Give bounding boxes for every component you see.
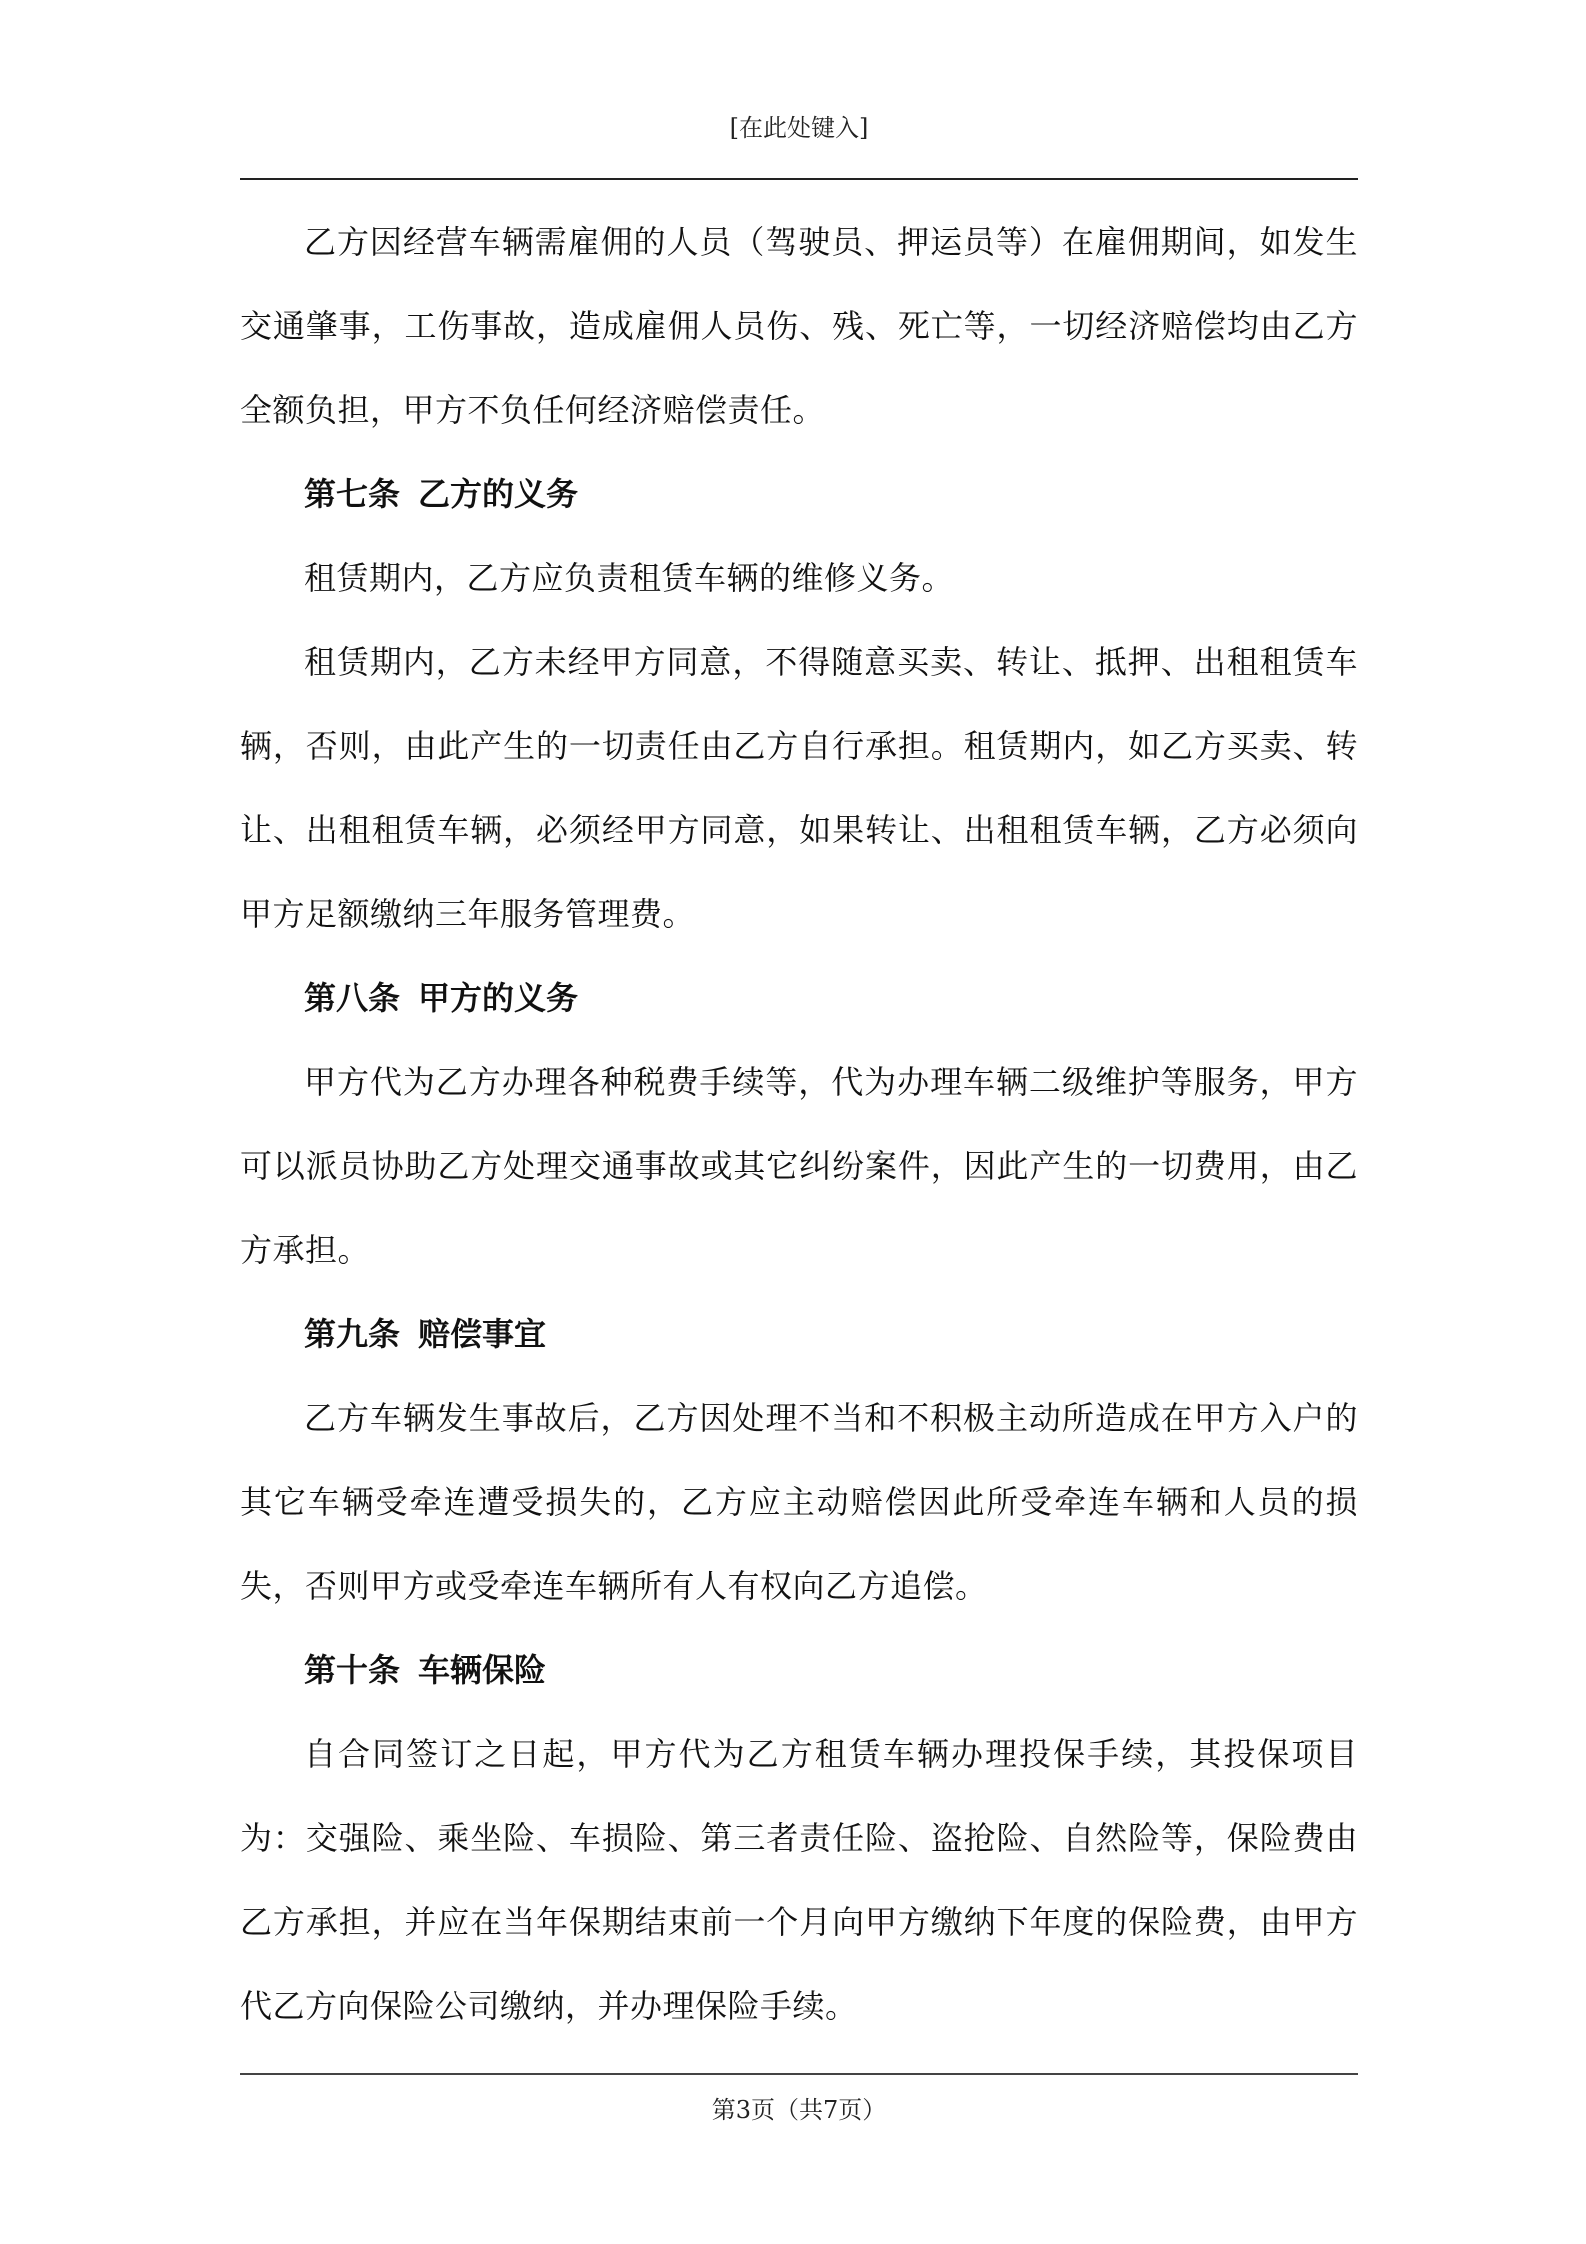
paragraph-maintenance-duty: 租赁期内，乙方应负责租赁车辆的维修义务。 (304, 559, 955, 597)
article-heading-10 (240, 1628, 1358, 1712)
article-number: 第八条 (304, 979, 401, 1017)
article-heading-7 (240, 452, 1358, 536)
header-divider (240, 178, 1358, 180)
article-title: 赔偿事宜 (418, 1315, 547, 1353)
paragraph-employee-liability: 乙方因经营车辆需雇佣的人员（驾驶员、押运员等）在雇佣期间，如发生交通肇事，工伤事故，造成雇佣人员伤、残、死亡等，一切经济赔偿均由乙方全额负担，甲方不负任何经济赔偿责任。 (240, 223, 1358, 429)
article-title: 乙方的义务 (418, 475, 579, 513)
page-header: [在此处键入] (729, 114, 869, 142)
page-number: 第3页（共7页） (711, 2096, 887, 2124)
article-title: 甲方的义务 (418, 979, 579, 1017)
article-number: 第九条 (304, 1315, 401, 1353)
paragraph-transfer-restriction: 租赁期内，乙方未经甲方同意，不得随意买卖、转让、抵押、出租租赁车辆，否则，由此产生的一切责任由乙方自行承担。租赁期内，如乙方买卖、转让、出租租赁车辆，必须经甲方同意，如果转让、出租租赁车辆，乙方必须向甲方足额缴纳三年服务管理费。 (240, 643, 1358, 933)
paragraph-compensation: 乙方车辆发生事故后，乙方因处理不当和不积极主动所造成在甲方入户的其它车辆受牵连遭受损失的，乙方应主动赔偿因此所受牵连车辆和人员的损失，否则甲方或受牵连车辆所有人有权向乙方追偿。 (240, 1399, 1358, 1605)
article-number: 第七条 (304, 475, 401, 513)
article-title: 车辆保险 (418, 1651, 547, 1689)
paragraph-party-a-duty: 甲方代为乙方办理各种税费手续等，代为办理车辆二级维护等服务，甲方可以派员协助乙方处理交通事故或其它纠纷案件，因此产生的一切费用，由乙方承担。 (240, 1063, 1358, 1269)
paragraph-insurance: 自合同签订之日起，甲方代为乙方租赁车辆办理投保手续，其投保项目为：交强险、乘坐险、车损险、第三者责任险、盗抢险、自然险等，保险费由乙方承担，并应在当年保期结束前一个月向甲方缴纳下年度的保险费，由甲方代乙方向保险公司缴纳，并办理保险手续。 (240, 1735, 1358, 2025)
footer-divider (240, 2073, 1358, 2075)
article-number: 第十条 (304, 1651, 401, 1689)
article-heading-8 (240, 956, 1358, 1040)
document-body (240, 200, 1358, 2048)
article-heading-9 (240, 1292, 1358, 1376)
